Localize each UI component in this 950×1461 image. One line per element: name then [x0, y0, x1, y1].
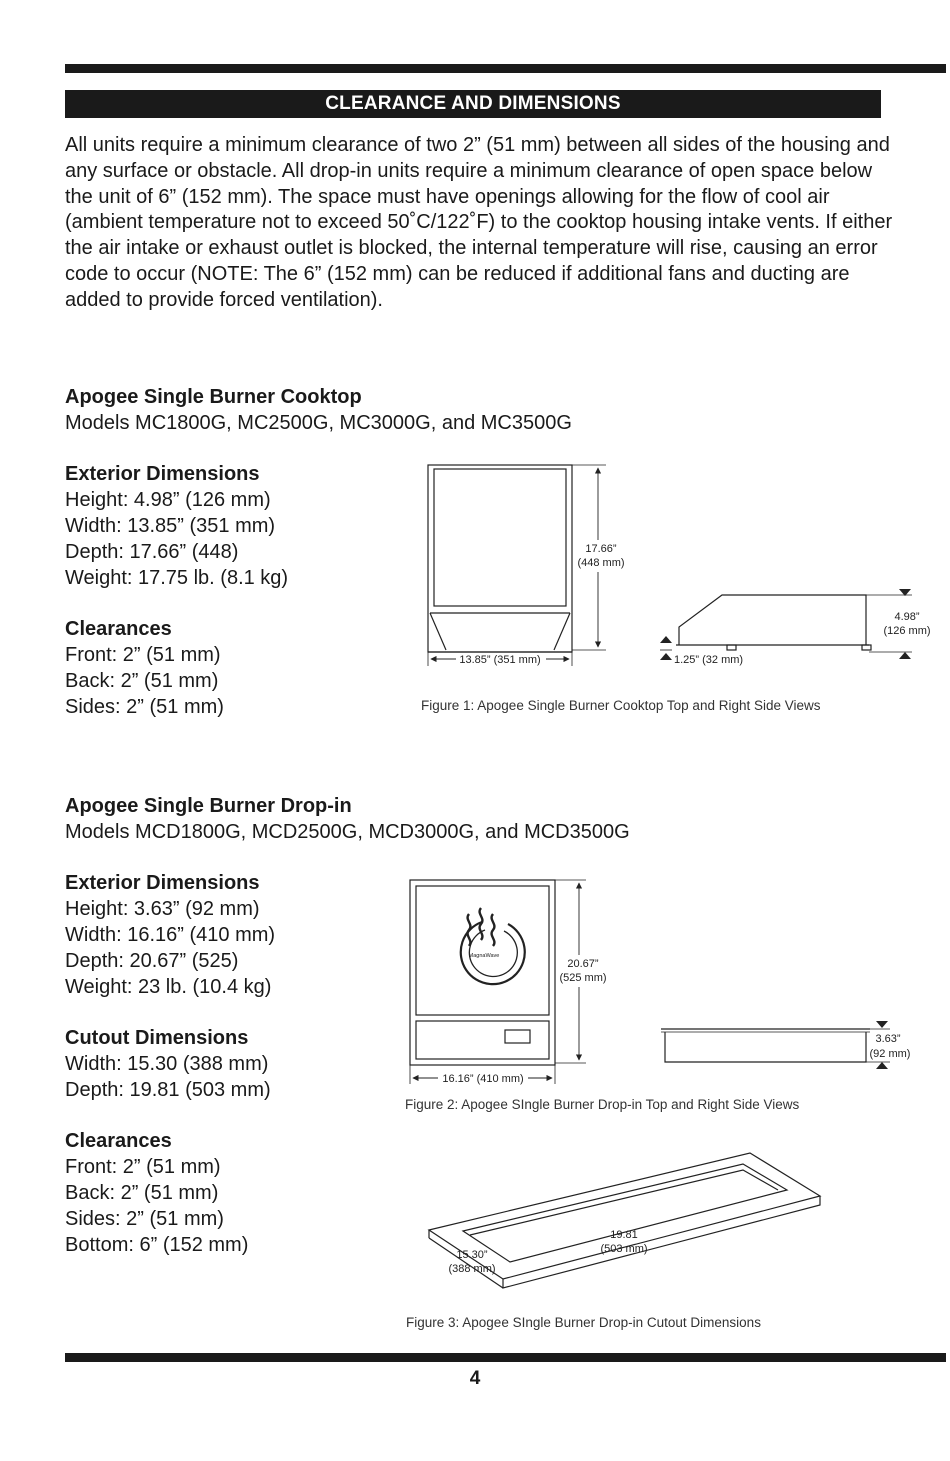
dropin-models: Models MCD1800G, MCD2500G, MCD3000G, and MCD3500G — [65, 820, 630, 843]
fig1-width-label: 13.85” (351 mm) — [459, 654, 541, 666]
fig1-depth-label: 17.66” — [585, 543, 617, 555]
fig1-height-mm: (126 mm) — [883, 625, 931, 637]
cooktop-title: Apogee Single Burner Cooktop — [65, 386, 362, 408]
fig3-depth-label: 19.81 — [610, 1229, 638, 1241]
dropin-clearance-back: Back: 2” (51 mm) — [65, 1181, 219, 1204]
dropin-width: Width: 16.16” (410 mm) — [65, 923, 276, 946]
dropin-weight: Weight: 23 lb. (10.4 kg) — [65, 975, 272, 998]
cooktop-depth: Depth: 17.66” (448) — [65, 540, 239, 563]
cooktop-clearance-front: Front: 2” (51 mm) — [65, 643, 221, 666]
dropin-clearance-sides: Sides: 2” (51 mm) — [65, 1207, 224, 1230]
cooktop-clearance-sides: Sides: 2” (51 mm) — [65, 695, 224, 718]
figure3-caption: Figure 3: Apogee SIngle Burner Drop-in Cutout Dimensions — [406, 1315, 761, 1330]
fig1-height-label: 4.98” — [894, 611, 920, 623]
dropin-clearance-bottom: Bottom: 6” (152 mm) — [65, 1233, 249, 1256]
figure1-caption: Figure 1: Apogee Single Burner Cooktop Top and Right Side Views — [421, 698, 821, 713]
section-title: CLEARANCE AND DIMENSIONS — [65, 90, 881, 118]
cooktop-exterior-heading: Exterior Dimensions — [65, 463, 260, 486]
dropin-depth: Depth: 20.67” (525) — [65, 949, 239, 972]
fig1-depth-mm: (448 mm) — [577, 557, 625, 569]
dropin-clearances-heading: Clearances — [65, 1130, 172, 1153]
dropin-clearance-front: Front: 2” (51 mm) — [65, 1156, 221, 1179]
fig2-depth-mm: (525 mm) — [559, 972, 607, 984]
cooktop-weight: Weight: 17.75 lb. (8.1 kg) — [65, 566, 289, 589]
figure1-side-view — [660, 589, 912, 660]
fig2-brand: MagnaWave — [468, 953, 500, 959]
dropin-cutout-width: Width: 15.30 (388 mm) — [65, 1052, 269, 1075]
cooktop-height: Height: 4.98” (126 mm) — [65, 489, 271, 512]
fig3-depth-mm: (503 mm) — [600, 1243, 648, 1255]
cooktop-clearance-back: Back: 2” (51 mm) — [65, 669, 219, 692]
fig2-height-label: 3.63” — [875, 1033, 901, 1045]
page-number: 4 — [469, 1368, 481, 1389]
fig3-width-mm: (388 mm) — [448, 1263, 496, 1275]
cooktop-width: Width: 13.85” (351 mm) — [65, 514, 276, 537]
dropin-title: Apogee Single Burner Drop-in — [65, 795, 352, 817]
intro-paragraph: All units require a minimum clearance of two 2” (51 mm) between all sides of the housing and any surface or obstacle. All drop-in units require a minimum clearance of open space below the unit of 6” (152 mm). The space must have openings allowing for the flow of cool air (ambient temperature not to exceed 50˚C/122˚F) to the cooktop housing intake vents. If either the air intake or exhaust outlet is blocked, the internal temperature will rise, causing an error code to occur (NOTE: The 6” (152 mm) can be reduced if additional fans and ducting are added to provide forced ventilation). — [65, 134, 893, 311]
figure2-side-view — [661, 1021, 890, 1069]
figure2-caption: Figure 2: Apogee SIngle Burner Drop-in Top and Right Side Views — [405, 1097, 800, 1112]
dropin-cutout-depth: Depth: 19.81 (503 mm) — [65, 1078, 271, 1101]
dropin-exterior-heading: Exterior Dimensions — [65, 872, 260, 895]
cooktop-clearances-heading: Clearances — [65, 618, 172, 641]
fig3-width-label: 15.30” — [456, 1249, 488, 1261]
fig2-width-label: 16.16” (410 mm) — [442, 1073, 524, 1085]
cooktop-models: Models MC1800G, MC2500G, MC3000G, and MC3500G — [65, 411, 572, 434]
fig2-height-mm: (92 mm) — [869, 1048, 911, 1060]
fig1-foot-label: 1.25” (32 mm) — [674, 654, 744, 666]
dropin-height: Height: 3.63” (92 mm) — [65, 898, 260, 921]
dropin-cutout-heading: Cutout Dimensions — [65, 1027, 249, 1050]
bottom-rule — [65, 1353, 946, 1362]
fig2-depth-label: 20.67” — [567, 958, 599, 970]
